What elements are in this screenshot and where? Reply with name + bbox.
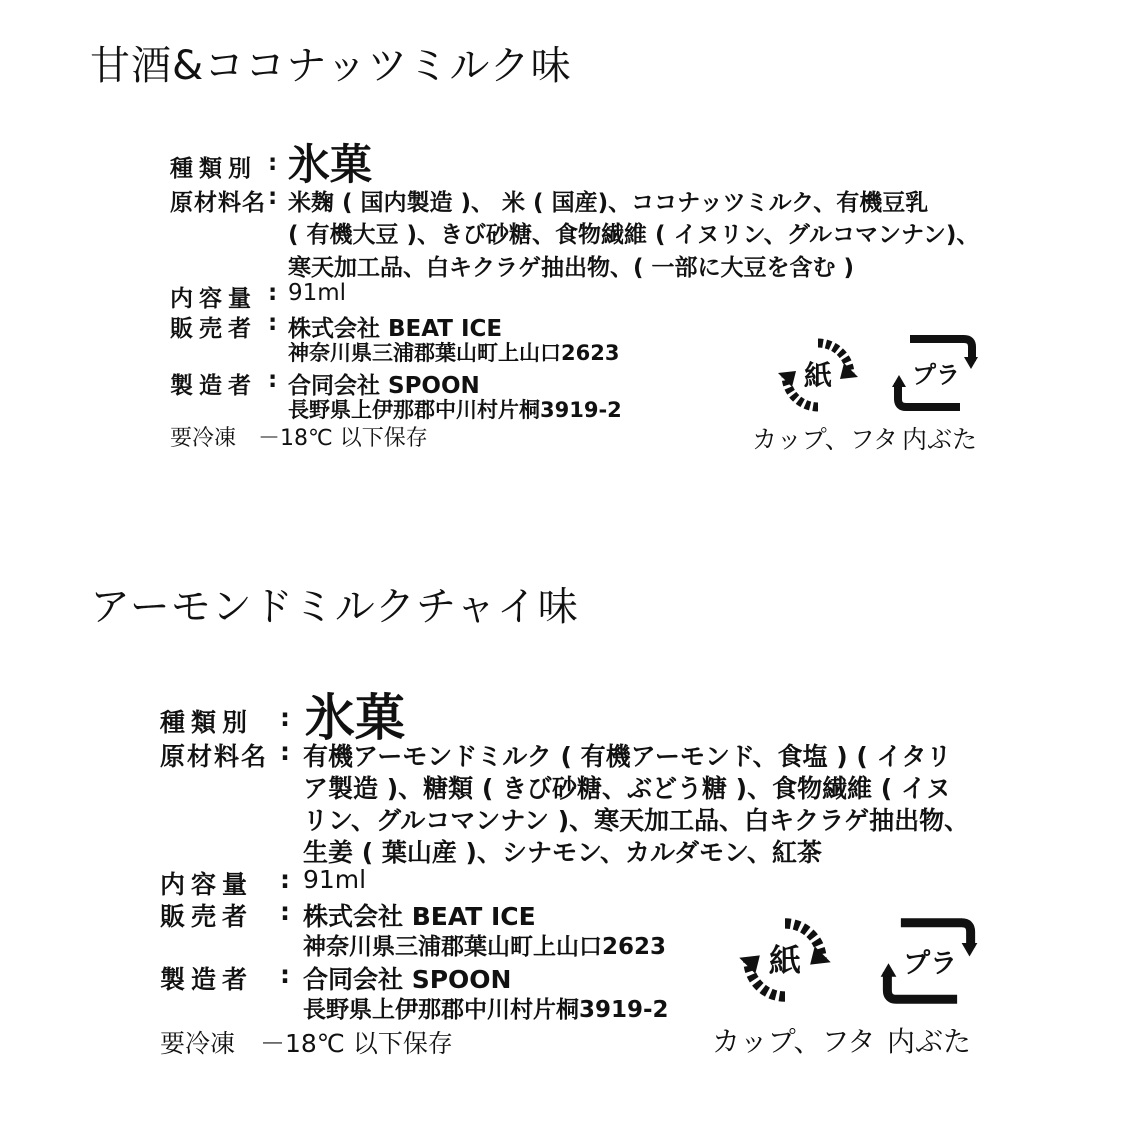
type-label: 種類別 — [160, 708, 254, 737]
volume-label: 内容量 — [170, 286, 257, 312]
colon: : — [268, 280, 278, 306]
seller-address: 神奈川県三浦郡葉山町上山口2623 — [303, 934, 667, 960]
ingredients-label: 原材料名 — [160, 742, 269, 771]
plastic-recycle-icon — [880, 916, 978, 1006]
volume-value: 91ml — [303, 865, 367, 894]
seller-name: 株式会社 BEAT ICE — [303, 902, 536, 931]
type-value: 氷菓 — [305, 689, 405, 747]
storage-note: 要冷凍 －18℃ 以下保存 — [170, 426, 428, 451]
volume-label: 内容量 — [160, 870, 254, 899]
seller-address: 神奈川県三浦郡葉山町上山口2623 — [288, 341, 620, 365]
ingredients-line-2: ア製造 )、糖類 ( きび砂糖、ぶどう糖 )、食物繊維 ( イヌ — [303, 774, 951, 803]
svg-text:プラ: プラ — [903, 948, 958, 980]
svg-text:プラ: プラ — [912, 361, 960, 389]
maker-label: 製造者 — [160, 965, 254, 994]
colon: : — [268, 150, 278, 176]
ingredients-line-4: 生姜 ( 葉山産 )、シナモン、カルダモン、紅茶 — [303, 838, 822, 867]
plastic-caption: 内ぶた — [887, 1025, 972, 1058]
colon: : — [280, 960, 290, 989]
plastic-recycle-icon — [892, 333, 978, 413]
type-value: 氷菓 — [288, 140, 373, 189]
type-label: 種類別 — [170, 156, 257, 182]
colon: : — [280, 737, 290, 766]
colon: : — [280, 897, 290, 926]
colon: : — [268, 184, 278, 210]
ingredients-line-1: 有機アーモンドミルク ( 有機アーモンド、食塩 ) ( イタリ — [303, 742, 952, 771]
plastic-caption: 内ぶた — [902, 425, 978, 454]
product-1-title: 甘酒&ココナッツミルク味 — [90, 43, 572, 89]
maker-address: 長野県上伊那郡中川村片桐3919-2 — [303, 997, 669, 1023]
svg-text:紙: 紙 — [768, 941, 802, 980]
seller-label: 販売者 — [170, 316, 257, 342]
ingredients-label: 原材料名 — [170, 190, 266, 216]
volume-value: 91ml — [288, 280, 347, 306]
svg-text:紙: 紙 — [803, 359, 833, 392]
ingredients-line-3: リン、グルコマンナン )、寒天加工品、白キクラゲ抽出物、 — [303, 806, 970, 835]
colon: : — [268, 310, 278, 336]
maker-name: 合同会社 SPOON — [288, 373, 480, 399]
colon: : — [280, 703, 290, 732]
seller-label: 販売者 — [160, 902, 254, 931]
ingredients-line-2: ( 有機大豆 )、きび砂糖、食物繊維 ( イヌリン、グルコマンナン)、 — [288, 222, 980, 248]
ingredients-line-3: 寒天加工品、白キクラゲ抽出物、( 一部に大豆を含む ) — [288, 255, 855, 281]
paper-caption: カップ、フタ — [752, 425, 899, 454]
product-2-title: アーモンドミルクチャイ味 — [90, 584, 579, 630]
colon: : — [268, 367, 278, 393]
maker-address: 長野県上伊那郡中川村片桐3919-2 — [288, 398, 622, 422]
ingredients-line-1: 米麹 ( 国内製造 )、 米 ( 国産)、ココナッツミルク、有機豆乳 — [288, 190, 929, 216]
paper-caption: カップ、フタ — [712, 1025, 876, 1058]
maker-name: 合同会社 SPOON — [303, 965, 512, 994]
maker-label: 製造者 — [170, 373, 257, 399]
colon: : — [280, 865, 290, 894]
paper-recycle-icon — [776, 333, 860, 417]
paper-recycle-icon — [737, 912, 833, 1008]
seller-name: 株式会社 BEAT ICE — [288, 316, 503, 342]
storage-note: 要冷凍 －18℃ 以下保存 — [160, 1029, 453, 1058]
